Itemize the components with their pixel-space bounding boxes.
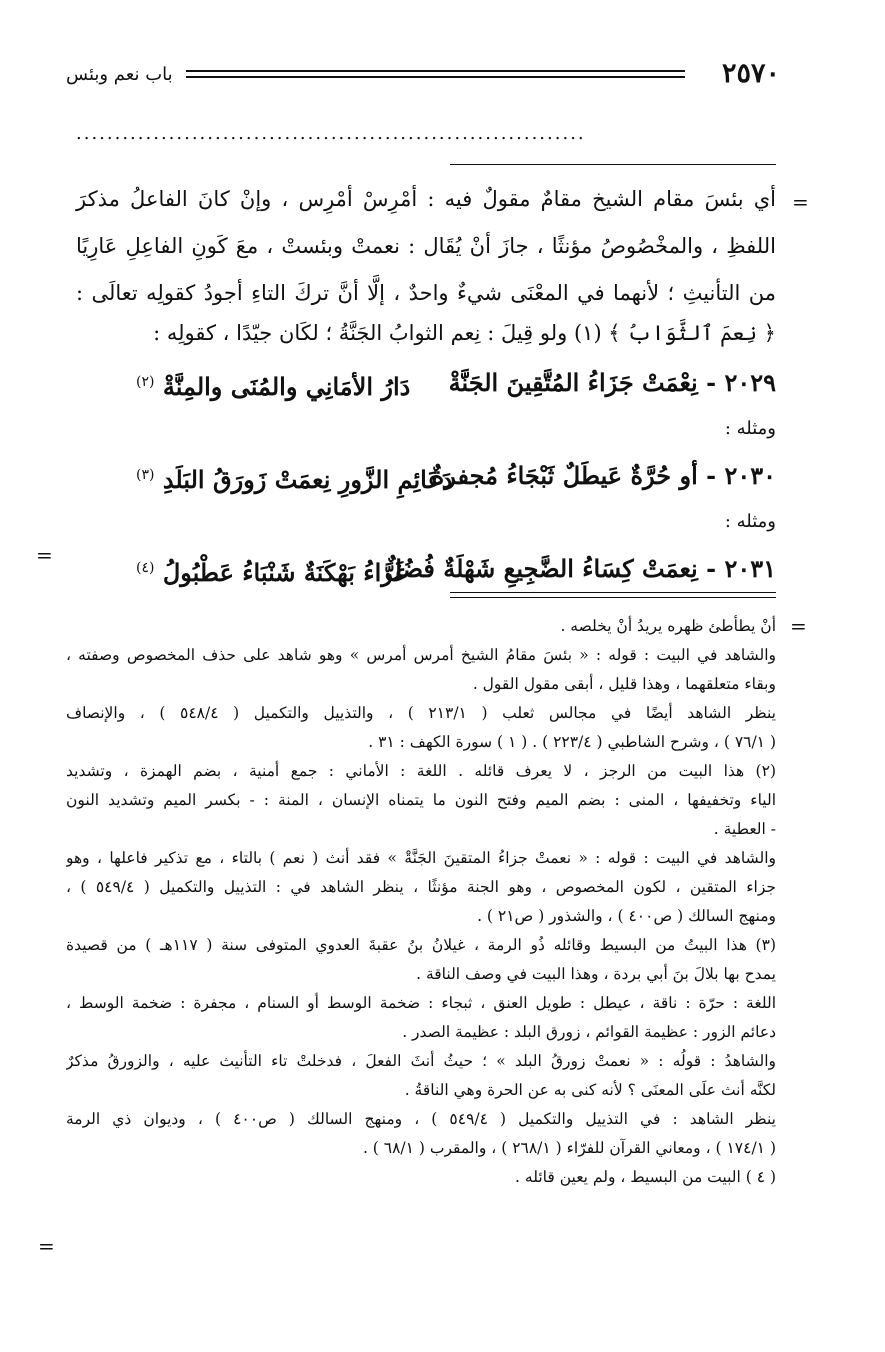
verse-first-hemistich: نِعْمَتْ جَزَاءُ المُتَّقِينَ الجَنَّةْ [448, 368, 698, 397]
verse-first-hemistich: نِعمَتْ كِسَاءُ الضَّجِيعِ شَهْلَةٌ فُضُلٌ [384, 554, 698, 583]
chapter-title: باب نعم وبئس [66, 64, 173, 85]
footnote-line: جزاء المتقين ، لكون المخصوص ، وهو الجنة مؤنثًا ، ينظر الشاهد في : التذييل والتكميل ( ٥٤٩/٤ ) ، [66, 878, 776, 896]
footnote-line: - العطية . [713, 820, 776, 838]
footnote-line: أنْ يطأطئ ظهره يريدُ أنْ يخلصه . [560, 617, 776, 635]
main-line: من التأنيثِ ؛ لأنهما في المعْنَى شيءٌ واحدٌ ، إلَّا أنَّ تركَ التاءِ أجودُ كقولِه تعالَى : [76, 281, 776, 305]
footnote-line: اللغة : حرّة : ناقة ، عيطل : طويل العنق ، ثبجاء : ضخمة الوسط أو السنام ، مجفرة : ضخمة الوسط ، [66, 994, 776, 1012]
header-rule [186, 70, 685, 78]
footnote-line: والشاهد في البيت : قوله : « نعمتْ جزاءُ المتقينَ الجَنَّةْ » فقد أنث ( نعم ) بالتاء ، مع تذكير فاعلها ، وهو [66, 849, 776, 867]
main-line: اللفظِ ، والمخْصُوصُ مؤنثًا ، جازَ أنْ يُقَال : نعمتْ وبئستْ ، معَ كَونِ الفاعِلِ عَارِيًا [76, 234, 776, 258]
footnote-line: ينظر الشاهد أيضًا في مجالس ثعلب ( ٢١٣/١ ) ، والتذييل والتكميل ( ٥٤٨/٤ ) ، والإنصاف [66, 704, 776, 722]
verse-2029 [76, 355, 776, 410]
section-rule [450, 164, 776, 165]
footnote-line: والشاهدُ : قولُه : « نعمتْ زورقُ البلد » ؛ حيثُ أنثَ الفعلَ ، فدخلتْ تاء التأنيث عليه ، والزورقُ مذكرٌ [66, 1052, 776, 1070]
verse-second-hemistich: غَرَّاءُ بَهْكَنَةٌ شَنْبَاءُ عَطْبُولُ [162, 558, 408, 587]
footnote-line: لكنَّه أنث علَى المعنَى ؟ لأنه كنى به عن الحرة وهي الناقةُ . [404, 1081, 776, 1099]
footnote-ref: (٤) [136, 560, 155, 576]
verse-number: ٢٠٢٩ - [706, 368, 776, 397]
continuation-mark-top: = [792, 190, 809, 214]
footnote-line: وبقاء متعلقهما ، وهذا قليل ، أبقى مقول القول . [472, 675, 776, 693]
footnote-ref: (٢) [136, 374, 155, 390]
continuation-mark-bottom: = [38, 1234, 55, 1258]
main-text [76, 176, 776, 596]
footnote-line: ومنهج السالك ( ص٤٠٠ ) ، والشذور ( ص٢١ ) . [477, 907, 776, 925]
footnote-ref: (٣) [136, 467, 155, 483]
verse-number: ٢٠٣١ - [706, 554, 776, 583]
verse-2031 [76, 541, 776, 596]
footnote-line: الياء وتخفيفها ، المنى : بضم الميم وفتح النون ما يتمناه الإنسان ، المنة : - بكسر الميم وتشديد النون [66, 791, 776, 809]
footnote-line: ( ٧٦/١ ) ، وشرح الشاطبي ( ٢٢٣/٤ ) . ( ١ ) سورة الكهف : ٣١ . [368, 733, 776, 751]
verse-intro: ومثله : [724, 511, 776, 532]
footnote-rule-bottom [450, 597, 776, 598]
verse-2030 [76, 448, 776, 503]
dotted-separator: .................................................................. [76, 124, 586, 144]
footnote-line: دعائم الزور : عظيمة القوائم ، زورق البلد : عظيمة الصدر . [402, 1023, 776, 1041]
footnote-line: ينظر الشاهد : في التذييل والتكميل ( ٥٤٩/٤ ) ، ومنهج السالك ( ص٤٠٠ ) ، وديوان ذي الرمة [66, 1110, 776, 1128]
verse-second-hemistich: دَعَائِمِ الزَّورِ نِعمَتْ زَورَقُ البَلَدِ [162, 465, 453, 494]
footnote-rule-top [450, 592, 776, 593]
main-line: ﴿ نِعمَ ٱلثَّوَابُ ﴾ (١) ولو قِيلَ : نِعم الثوابُ الجَنَّةُ ؛ لكَان جيّدًا ، كقولِه : [153, 321, 776, 345]
page-header [66, 58, 780, 92]
footnote-line: (٢) هذا البيت من الرجز ، لا يعرف قائله . اللغة : الأماني : جمع أمنية ، بضم الهمزة ، وتشديد [66, 762, 776, 780]
footnote-line: (٣) هذا البيتُ من البسيط وقائله ذُو الرمة ، غيلانُ بنُ عقبةَ العدوي المتوفى سنة ( ١١٧هـ ) من قصيدة [66, 936, 776, 954]
footnotes [66, 612, 776, 1192]
footnote-line: ( ١٧٤/١ ) ، ومعاني القرآن للفرّاء ( ٢٦٨/١ ) ، والمقرب ( ٦٨/١ ) . [362, 1139, 776, 1157]
verse-intro: ومثله : [724, 418, 776, 439]
main-line: أي بئسَ مقام الشيخ مقامٌ مقولٌ فيه : أمْرِسْ أمْرِس ، وإنْ كانَ الفاعلُ مذكرَ [76, 187, 776, 211]
verse-first-hemistich: أو حُرَّةٌ عَيطَلٌ ثَبْجَاءُ مُجفرةٌ [431, 461, 698, 490]
continuation-mark-verse: = [36, 543, 53, 567]
footnote-line: والشاهد في البيت : قوله : « بئسَ مقامُ الشيخ أمرس أمرس » وهو شاهد على حذف المخصوص وصفته ، [66, 646, 776, 664]
continuation-mark-notes: = [790, 614, 807, 638]
verse-second-hemistich: دَارُ الأمَانِي والمُنَى والمِنَّةْ [162, 372, 411, 401]
footnote-line: ( ٤ ) البيت من البسيط ، ولم يعين قائله . [515, 1168, 776, 1186]
verse-number: ٢٠٣٠ - [706, 461, 776, 490]
page-number: ٢٥٧٠ [721, 58, 780, 89]
footnote-line: يمدح بها بلالَ بنَ أبي بردة ، وهذا البيت في وصف الناقة . [416, 965, 776, 983]
